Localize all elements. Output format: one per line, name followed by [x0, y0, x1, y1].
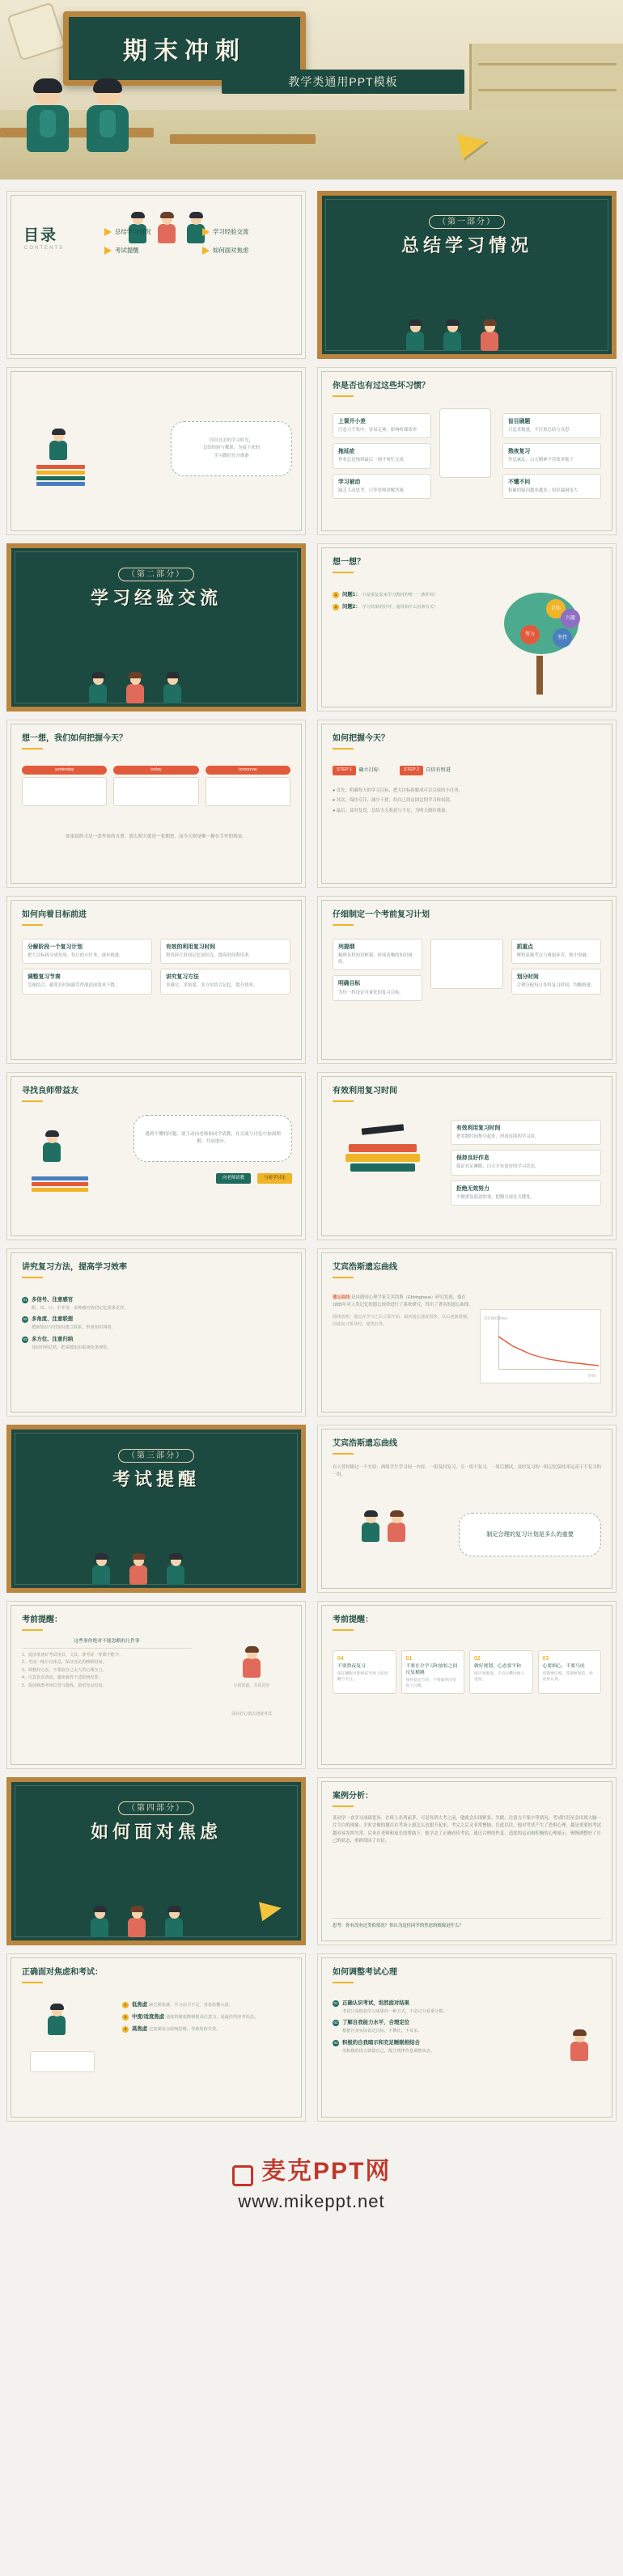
slide-exam-tips-cards[interactable]: [317, 1601, 617, 1769]
page-title: 正确面对焦虑和考试：: [22, 1967, 103, 1983]
goal-desc: 多感官、多角度、多方位结合记忆，提升效率。: [166, 983, 258, 989]
slide-grasp-today[interactable]: [6, 720, 306, 888]
goal-title: 调整复习节奏: [28, 974, 61, 981]
student-figure: [92, 1556, 110, 1585]
slide-section-2[interactable]: [6, 543, 306, 712]
plan-card: [333, 939, 422, 970]
student-figure: [128, 1908, 146, 1937]
case-body: 某同学一直学习成绩优异，在班上名列前茅。可是每到大考之前，他就会出现紧张、失眠、注意力不集中等情况，考试时甚至会出现大脑一片空白的现象。平时会做的题目在考场上却怎么也想不起来，考完之后又非常懊恼。长此以往，他对考试产生了恐惧心理，越是重要的考试越容易发挥失常。后来在老师和家长的帮助下，他学会了正确看待考试，通过合理的作息、适度的运动和积极的心理暗示，慢慢调整好了自己的状态，重新找回了自信。: [333, 1816, 601, 1844]
plan-desc: 聚焦高频考点与薄弱环节，集中突破。: [516, 953, 591, 959]
number-badge: 01: [22, 1297, 28, 1303]
brand-row: [0, 2151, 623, 2186]
method-title: 多方位、注意归纳: [32, 1336, 74, 1342]
tip-line: 5、提前熟悉考场位置与路线，预留充足时间。: [22, 1683, 107, 1688]
slide-section-1[interactable]: [317, 191, 617, 359]
habit-title: 上课开小差: [338, 419, 366, 424]
day-illustration: [206, 777, 290, 806]
toc-item[interactable]: [202, 227, 292, 236]
paper-plane-icon: [104, 228, 112, 236]
tip-card: [401, 1650, 465, 1694]
student-figure: [388, 1513, 405, 1542]
paper-plane-icon: [202, 228, 210, 236]
goal-desc: 利用碎片时间记忆知识点，提高时间利用率。: [166, 953, 253, 959]
toc-title: 目录: [23, 227, 58, 244]
page-title: 寻找良师带益友: [22, 1086, 78, 1102]
slide-how-to-grasp[interactable]: [317, 720, 617, 888]
quote-text: 遇到不懂的问题，要主动向老师和同学请教，在交流与讨论中加深理解、共同进步。: [145, 1132, 281, 1144]
method-item: [22, 1296, 290, 1311]
tip-number: 02: [474, 1656, 481, 1662]
day-illustration: [113, 777, 198, 806]
adjust-desc: 根据自身实际设定目标，不攀比、不苛求。: [342, 2029, 422, 2034]
time-title: 拒绝无效努力: [456, 1185, 490, 1192]
goal-desc: 劳逸结合，避免长时间疲劳作战造成效率下降。: [28, 983, 120, 989]
students-illustration: [11, 1879, 301, 1937]
method-title: 多信号、注意感官: [32, 1297, 74, 1303]
highlight-term: 遗忘曲线: [333, 1295, 350, 1300]
page-title: 艾宾浩斯遗忘曲线: [333, 1262, 397, 1278]
toc-subtitle: CONTENTS: [24, 246, 64, 251]
number-badge: 03: [22, 1337, 28, 1343]
question-item: [333, 603, 474, 611]
adjust-item: [333, 2019, 520, 2034]
goal-card: [22, 939, 152, 964]
books-cap-illustration: [334, 1120, 431, 1204]
paper-plane-icon: [259, 1898, 283, 1921]
number-badge: 03: [333, 2040, 339, 2046]
section-tag-wrap: [11, 1803, 301, 1814]
habit-right-column: [502, 413, 601, 504]
books-icon: [36, 465, 85, 486]
slide-review-methods[interactable]: [6, 1248, 306, 1417]
goal-title: 分解阶段一个复习计划: [28, 944, 83, 950]
student-figure: [89, 674, 107, 703]
time-card: [451, 1180, 601, 1206]
anxiety-level: [122, 2025, 290, 2033]
hourglass-illustration: [439, 408, 491, 478]
page-title: 仔细制定一个考前复习计划: [333, 910, 430, 926]
student-figure: [126, 674, 144, 703]
goal-card: [160, 939, 290, 964]
plan-title: 列提纲: [338, 944, 355, 950]
tree-keyword: 努力: [520, 625, 540, 644]
adjust-title: 正确认识考试，坦然面对结果: [342, 2000, 410, 2006]
toc-item-label: 总结学习情况: [115, 227, 151, 235]
level-desc: 过度紧张会影响思维，导致发挥失常。: [149, 2026, 221, 2032]
level-title: 低焦虑: [132, 2002, 148, 2008]
habit-title: 盲目刷题: [508, 419, 531, 424]
student-figure: [243, 1649, 261, 1678]
tree-illustration: [483, 581, 604, 695]
student-figure: [570, 2032, 588, 2061]
slide-toward-goal[interactable]: [6, 896, 306, 1064]
section-tag-wrap: [322, 217, 612, 228]
habit-desc: 只追求数量，不注重总结与反思: [508, 428, 570, 433]
scale-illustration: [23, 2006, 101, 2079]
desk-row: [170, 134, 316, 144]
toc-item[interactable]: [202, 246, 292, 255]
slide-adjust-mindset[interactable]: [317, 1953, 617, 2122]
tip-card: [538, 1650, 602, 1694]
slide-section-4[interactable]: [6, 1777, 306, 1945]
note-text: 如果说昨天是一张作废的支票，那么明天就是一张期票，而今天则是唯一握在手里的现金。: [66, 834, 247, 839]
tip-desc: 保持稳定节奏，不要临时改变复习习惯。: [405, 1679, 456, 1689]
student-figure: [481, 322, 498, 351]
number-badge: 1: [122, 2002, 129, 2008]
books-icon: [32, 1176, 88, 1192]
section-tag-wrap: [11, 569, 301, 581]
tips-heading: 这些事你绝对不能忽略的几件事: [22, 1639, 192, 1649]
tip-line: 4、注意饮食清淡，避免肠胃不适影响发挥。: [22, 1675, 103, 1681]
habit-card: [333, 443, 431, 468]
page-title: 如何调整考试心理: [333, 1967, 397, 1983]
plan-desc: 梳理各科知识框架，形成清晰的知识网络。: [338, 953, 413, 965]
goal-title: 讲究复习方法: [166, 974, 199, 981]
section-title: 考试提醒: [112, 1470, 200, 1490]
student-figure: [23, 82, 73, 157]
step-badge: STEP 2: [400, 766, 423, 775]
adjust-desc: 考试只是检验学习成果的一种方式，不必过分看重分数。: [342, 2008, 447, 2014]
number-badge: 3: [122, 2026, 129, 2033]
page-title: 有效利用复习时间: [333, 1086, 397, 1102]
tree-keyword: 兴趣: [561, 609, 580, 628]
caption: 保持好心情去迎接考试: [231, 1712, 272, 1717]
time-title: 保持良好作息: [456, 1155, 490, 1162]
method-item: [22, 1336, 290, 1351]
page-title: 如何把握今天？: [333, 733, 389, 750]
slide-forgetting-curve-chart[interactable]: [317, 1248, 617, 1417]
day-card: [22, 766, 107, 806]
habit-left-column: [333, 413, 431, 504]
tip-title: 不要熬夜复习: [337, 1664, 366, 1670]
toc-item-label: 考试提醒: [115, 246, 139, 254]
slide-exam-tips-list[interactable]: [6, 1601, 306, 1769]
tip-line: ● 首先，明确每天的学习目标，把大目标拆解成可以完成的小任务。: [333, 788, 464, 793]
anxiety-level: [122, 2013, 290, 2021]
adjust-title: 积极的自我暗示和充足睡眠相结合: [342, 2039, 420, 2046]
tip-desc: 审题要仔细，答题要规范，检查要认真。: [542, 1672, 593, 1683]
habit-desc: 积累的疑问越来越多，知识漏洞变大: [508, 488, 578, 493]
students-illustration: [11, 1527, 301, 1585]
plan-card: [511, 939, 601, 964]
tip-number: 01: [405, 1656, 413, 1662]
page-title: 考前提醒：: [333, 1615, 373, 1631]
paper-plane-icon: [104, 247, 112, 255]
day-label: yesterday: [22, 766, 107, 775]
plan-desc: 合理分配每日各科复习时间，均衡推进。: [516, 983, 595, 989]
method-desc: 把新知识与旧知识建立联系，形成知识网络。: [32, 1325, 116, 1331]
student-figure: [48, 2006, 66, 2035]
page-title: 想一想，我们如何把握今天？: [22, 733, 127, 750]
time-title: 有效利用复习时间: [456, 1125, 501, 1131]
method-desc: 及时归纳总结，把零散知识系统化条理化。: [32, 1345, 112, 1350]
page-title: 考前提醒：: [22, 1615, 62, 1631]
slide-find-mentor[interactable]: [6, 1072, 306, 1240]
slide-case-study[interactable]: [317, 1777, 617, 1945]
question-label: 问题1：: [342, 592, 361, 598]
slide-table-of-contents[interactable]: [6, 191, 306, 359]
level-desc: 适度的紧张能够提高注意力，是最佳的应考状态。: [166, 2014, 259, 2020]
question-text: 只是重复原来学习教材的唯一一条件吗？: [362, 593, 439, 598]
number-badge: 1: [333, 592, 339, 598]
student-figure: [165, 1908, 183, 1937]
time-card: [451, 1120, 601, 1145]
quote-text: 制定合理的复习计划是多么的重要: [486, 1531, 574, 1539]
quote-box: [459, 1513, 601, 1556]
curve-line: [498, 1314, 599, 1369]
page-title: 你是否也有过这些坏习惯？: [333, 381, 430, 397]
student-figure: [43, 1133, 61, 1162]
section-title: 如何面对焦虑: [90, 1822, 222, 1843]
tip-desc: 按计划推进，不盲目攀比他人进度。: [474, 1672, 525, 1683]
hero-cover: [0, 0, 623, 179]
site-url[interactable]: www.mikeppt.net: [238, 2191, 385, 2211]
page-title: 讲究复习方法，提高学习效率: [22, 1262, 127, 1278]
slide-illustration-intro[interactable]: [6, 367, 306, 535]
brand-name: 麦克PPT网: [261, 2158, 392, 2185]
time-card: [451, 1150, 601, 1175]
slide-bad-habits[interactable]: [317, 367, 617, 535]
plan-title: 明确目标: [338, 981, 361, 987]
step-text: 确立目标: [358, 766, 379, 773]
level-title: 中度/适度焦虑: [132, 2013, 165, 2020]
slide-section-3[interactable]: [6, 1425, 306, 1593]
day-card-list: [22, 766, 290, 806]
step-text: 自信有恒进: [426, 766, 451, 773]
paper-plane-icon: [202, 247, 210, 255]
student-figure: [129, 1556, 147, 1585]
students-illustration: [11, 645, 301, 703]
number-badge: 02: [333, 2020, 339, 2026]
student-figure: [443, 322, 461, 351]
habit-card: [333, 413, 431, 438]
section-tag-wrap: [11, 1451, 301, 1462]
habit-card: [502, 443, 601, 468]
section-title: 总结学习情况: [400, 236, 532, 256]
plan-card: [333, 975, 422, 1000]
day-illustration: [22, 777, 107, 806]
slide-grid: [0, 179, 623, 2130]
student-figure: [49, 431, 67, 460]
tip-number: 04: [337, 1656, 344, 1662]
chart-xlabel: 时间: [588, 1374, 595, 1379]
slide-use-time[interactable]: [317, 1072, 617, 1240]
tip-line: 3、调整好心态，不要给自己太大的心理压力。: [22, 1667, 107, 1673]
tip-number: 03: [542, 1656, 549, 1662]
day-card: [113, 766, 198, 806]
section-tag: （第四部分）: [118, 1801, 194, 1815]
page-title: 如何向着目标前进: [22, 910, 87, 926]
cover-subtitle: 教学类通用PPT模板: [222, 70, 464, 94]
adjust-title: 了解自我能力水平，合理定位: [342, 2020, 410, 2026]
section-tag: （第三部分）: [118, 1449, 194, 1463]
tip-line: ● 最后，及时复盘，总结当天收获与不足，为明天做好准备。: [333, 808, 450, 813]
students-illustration: [430, 939, 502, 989]
time-desc: 保证充足睡眠，白天才有更好的学习状态。: [456, 1164, 540, 1170]
section-tag: （第二部分）: [118, 568, 194, 581]
tip-card: [333, 1650, 396, 1694]
adjust-desc: 用积极的语言鼓励自己，配合规律作息调整状态。: [342, 2048, 435, 2054]
tip-desc: 保证睡眠才能保证考场上的清醒与专注。: [337, 1672, 388, 1683]
slide-review-plan[interactable]: [317, 896, 617, 1064]
slide-think[interactable]: [317, 543, 617, 712]
number-badge: 2: [122, 2014, 129, 2021]
method-desc: 眼、耳、口、手并用，多种感官协同记忆效果更佳。: [32, 1305, 129, 1311]
toc-item-list: [104, 227, 292, 255]
habit-desc: 作息紊乱，白天精神不佳效率低下: [508, 458, 574, 463]
number-badge: 01: [333, 2000, 339, 2007]
tip-line: 1、提前准备好考试用具，文具、准考证一样都不能少。: [22, 1652, 124, 1658]
goal-title: 有效的利用复习时间: [166, 944, 216, 950]
students-illustration: [322, 293, 612, 351]
habit-card: [333, 474, 431, 499]
day-label: tomorrow: [206, 766, 290, 775]
tip-line: 2、考前一晚早点休息，保证充足的睡眠时间。: [22, 1660, 107, 1666]
plan-title: 划分时间: [516, 974, 539, 981]
habit-card: [502, 474, 601, 499]
caption: 互相鼓励，共同进步: [233, 1683, 270, 1689]
goal-card: [160, 969, 290, 994]
level-title: 高焦虑: [132, 2025, 148, 2032]
habit-title: 学习被动: [338, 479, 361, 485]
student-figure: [167, 1556, 184, 1585]
student-figure: [362, 1513, 379, 1542]
step-2: [400, 766, 451, 775]
toc-item-label: 如何面对焦虑: [213, 246, 249, 254]
quote-box: [134, 1115, 292, 1162]
case-question: 思考：你有没有过类似情况？你认为这位同学的焦虑的根源是什么？: [333, 1918, 601, 1930]
plan-card: [511, 969, 601, 994]
cloud-note: 回首过去的学习时光， 总结经验与教训，为接下来的 学习做好充分准备: [171, 421, 292, 476]
goal-desc: 把大目标拆分成每周、每日的小任务，逐步推进。: [28, 953, 124, 959]
tip-line: ● 其次，保持专注，减少干扰，给自己设定固定的学习时间段。: [333, 798, 455, 804]
tip-title: 心要细心，不要马虎: [542, 1664, 585, 1670]
plan-desc: 为每一科设定可量化的复习目标。: [338, 990, 404, 995]
student-figure: [406, 322, 424, 351]
curve-desc: 是由德国心理学家艾宾浩斯（Ebbinghaus）研究发现。他在1885年对人类记忆的遗忘规律进行了系统研究，得出了著名的遗忘曲线。: [333, 1295, 473, 1308]
time-desc: 少做重复低效的事，把精力放在关键处。: [456, 1194, 536, 1200]
mentor-tag: 向老师请教: [216, 1173, 251, 1184]
slide-face-anxiety[interactable]: [6, 1953, 306, 2122]
student-figure: [91, 1908, 108, 1937]
adjust-item: [333, 2039, 520, 2054]
cover-title: 期末冲刺: [123, 37, 246, 65]
level-desc: 缺乏紧张感，学习动力不足，容易松懈大意。: [149, 2003, 233, 2008]
slide-forgetting-curve-story[interactable]: [317, 1425, 617, 1593]
toc-item[interactable]: [104, 246, 194, 255]
brand-logo-icon: [232, 2165, 253, 2186]
tip-card: [469, 1650, 533, 1694]
tip-title: 做好规划，心态要平和: [474, 1664, 521, 1670]
day-card: [206, 766, 290, 806]
toc-item[interactable]: [104, 227, 194, 236]
habit-desc: 注意力不集中，容易走神，影响听课效率: [338, 428, 417, 433]
goal-card: [22, 969, 152, 994]
section-title: 学习经验交流: [90, 589, 222, 609]
page-title: 想一想？: [333, 557, 365, 573]
site-footer: [0, 2130, 623, 2240]
plan-title: 抓重点: [516, 944, 533, 950]
habit-card: [502, 413, 601, 438]
mentor-tag: 与同学讨论: [257, 1173, 292, 1184]
anxiety-level: [122, 2001, 290, 2009]
forgetting-curve-chart: [480, 1309, 601, 1383]
method-title: 多角度、注意联想: [32, 1316, 74, 1323]
toc-item-label: 学习经验交流: [213, 227, 249, 235]
section-tag: （第一部分）: [429, 215, 505, 229]
habit-title: 不懂不问: [508, 479, 531, 485]
step-1: [333, 766, 379, 775]
curve-note: 曲线表明：遗忘在学习之后立即开始，最初遗忘速度很快，以后逐渐缓慢。因此复习要及时，趁热打铁。: [333, 1315, 472, 1328]
curve-story-text: 有人曾经做过一个实验：两组学生学习同一内容，一组及时复习，另一组不复习。一周后测试，及时复习的一组记忆保持率远高于不复习的一组。: [333, 1465, 601, 1478]
question-label: 问题2：: [342, 603, 361, 610]
habit-title: 拖延症: [338, 449, 355, 455]
tree-keyword: 目标: [546, 599, 566, 619]
habit-title: 熬夜复习: [508, 449, 531, 455]
tip-title: 不要在全学习和放松之间反复横跳: [405, 1664, 458, 1676]
page-title: 案例分析：: [333, 1791, 373, 1807]
habit-desc: 作业总是拖到最后一刻才匆忙完成: [338, 458, 404, 463]
chart-ylabel: 记忆保持率(%): [484, 1316, 507, 1320]
number-badge: 02: [22, 1316, 28, 1323]
tree-keyword: 坚持: [553, 628, 572, 648]
page-title: 艾宾浩斯遗忘曲线: [333, 1438, 397, 1455]
question-item: [333, 591, 474, 599]
time-desc: 把零散时间集中起来，形成连续的学习块。: [456, 1134, 540, 1140]
student-figure: [83, 82, 133, 157]
student-figure: [163, 674, 181, 703]
step-badge: STEP 1: [333, 766, 356, 775]
question-text: 学习效果的好坏，通常和什么因素有关？: [362, 604, 439, 610]
method-item: [22, 1315, 290, 1331]
adjust-item: [333, 2000, 520, 2015]
number-badge: 2: [333, 604, 339, 610]
day-label: today: [113, 766, 198, 775]
habit-desc: 缺乏主动思考，只等老师讲解答案: [338, 488, 404, 493]
